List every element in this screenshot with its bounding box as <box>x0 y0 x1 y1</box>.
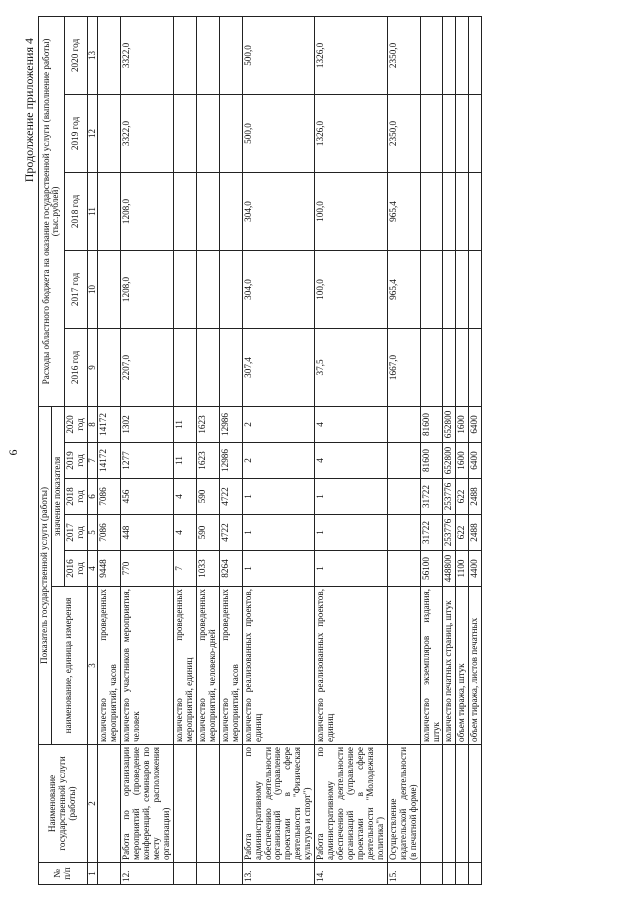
row-value: 4722 <box>219 515 242 551</box>
row-expense <box>174 94 197 172</box>
row-value: 253776 <box>443 515 456 551</box>
row-value: 81600 <box>420 443 443 479</box>
row-value: 2488 <box>469 479 482 515</box>
table-row <box>196 16 219 884</box>
row-expense <box>469 16 482 94</box>
row-expense <box>456 172 469 250</box>
row-expense: 500,0 <box>242 94 315 172</box>
row-service <box>174 745 197 863</box>
row-expense <box>420 250 443 328</box>
row-value: 4722 <box>219 479 242 515</box>
row-number <box>420 863 443 885</box>
row-value: 253776 <box>443 479 456 515</box>
row-expense <box>443 328 456 406</box>
row-expense <box>98 250 121 328</box>
row-expense <box>456 250 469 328</box>
page-number: 6 <box>6 449 20 456</box>
row-service <box>443 745 456 863</box>
row-service <box>219 745 242 863</box>
row-expense <box>219 172 242 250</box>
row-unit: количество реализованных проектов, единиц <box>315 587 388 745</box>
row-expense <box>219 328 242 406</box>
column-index: 13 <box>87 16 98 94</box>
row-value: 4 <box>315 443 388 479</box>
row-value: 652800 <box>443 406 456 442</box>
row-value: 7086 <box>98 479 121 515</box>
table-row <box>443 16 456 884</box>
row-value: 56100 <box>420 551 443 587</box>
row-unit: количество проведенных мероприятий, часов <box>219 587 242 745</box>
row-expense: 100,0 <box>315 250 388 328</box>
row-unit: количество печатных страниц, штук <box>443 587 456 745</box>
row-value: 6400 <box>469 443 482 479</box>
header-expense-year: 2018 год <box>64 172 87 250</box>
row-number <box>456 863 469 885</box>
row-expense: 965,4 <box>387 250 420 328</box>
row-value: 2 <box>242 406 315 442</box>
row-value: 456 <box>121 479 174 515</box>
row-value: 7 <box>174 551 197 587</box>
row-expense <box>469 172 482 250</box>
row-expense <box>98 94 121 172</box>
row-value: 4 <box>315 406 388 442</box>
row-expense <box>456 328 469 406</box>
column-index: 5 <box>87 515 98 551</box>
header-index-row <box>87 16 98 884</box>
table-row <box>315 16 388 884</box>
table-row <box>174 16 197 884</box>
row-value <box>387 479 420 515</box>
header-indicator: Показатель государственной услуги (работы) <box>39 406 52 744</box>
row-expense: 1326,0 <box>315 94 388 172</box>
appendix-label: Продолжение приложения 4 <box>22 38 36 183</box>
row-unit <box>387 587 420 745</box>
row-value: 1600 <box>456 443 469 479</box>
row-value: 4 <box>174 479 197 515</box>
row-value: 31722 <box>420 479 443 515</box>
row-value: 4 <box>174 515 197 551</box>
column-index: 11 <box>87 172 98 250</box>
row-expense <box>219 250 242 328</box>
row-value: 4400 <box>469 551 482 587</box>
row-expense: 2207,0 <box>121 328 174 406</box>
row-value: 590 <box>196 479 219 515</box>
table-body <box>98 16 482 884</box>
row-expense: 2350,0 <box>387 94 420 172</box>
row-value: 770 <box>121 551 174 587</box>
row-unit: количество экземпляров издания, штук <box>420 587 443 745</box>
row-value: 9448 <box>98 551 121 587</box>
row-expense <box>420 172 443 250</box>
column-index: 9 <box>87 328 98 406</box>
header-value: значение показателя <box>51 406 64 586</box>
row-number: 15. <box>387 863 420 885</box>
row-value: 1 <box>242 551 315 587</box>
row-value: 622 <box>456 515 469 551</box>
row-expense: 500,0 <box>242 16 315 94</box>
row-value: 1 <box>315 551 388 587</box>
row-value: 1600 <box>456 406 469 442</box>
row-expense <box>469 328 482 406</box>
row-value: 1 <box>242 515 315 551</box>
row-value: 12986 <box>219 443 242 479</box>
row-value <box>387 551 420 587</box>
row-value: 1100 <box>456 551 469 587</box>
row-expense <box>420 16 443 94</box>
row-value: 2 <box>242 443 315 479</box>
row-number: 13. <box>242 863 315 885</box>
row-value: 14172 <box>98 443 121 479</box>
row-expense <box>456 94 469 172</box>
header-value-year: 2019 год <box>64 443 87 479</box>
row-expense <box>443 250 456 328</box>
row-expense: 307,4 <box>242 328 315 406</box>
column-index: 7 <box>87 443 98 479</box>
row-number <box>219 863 242 885</box>
row-expense <box>196 16 219 94</box>
row-value: 8264 <box>219 551 242 587</box>
column-index: 6 <box>87 479 98 515</box>
row-value: 1 <box>242 479 315 515</box>
column-index: 10 <box>87 250 98 328</box>
row-unit: количество реализованных проектов, единиц <box>242 587 315 745</box>
row-unit: количество проведенных мероприятий, человеко-дней <box>196 587 219 745</box>
row-value: 1302 <box>121 406 174 442</box>
row-expense: 3322,0 <box>121 94 174 172</box>
column-index: 3 <box>87 587 98 745</box>
row-service <box>469 745 482 863</box>
table-row <box>219 16 242 884</box>
row-expense <box>174 250 197 328</box>
row-expense: 1326,0 <box>315 16 388 94</box>
row-value: 1033 <box>196 551 219 587</box>
row-value: 31722 <box>420 515 443 551</box>
row-expense <box>420 328 443 406</box>
header-value-year: 2020 год <box>64 406 87 442</box>
row-value: 11 <box>174 443 197 479</box>
row-unit: объем тиража, листов печатных <box>469 587 482 745</box>
row-service <box>196 745 219 863</box>
row-expense: 1208,0 <box>121 250 174 328</box>
row-expense <box>456 16 469 94</box>
row-value: 622 <box>456 479 469 515</box>
row-value: 448800 <box>443 551 456 587</box>
row-expense <box>443 16 456 94</box>
row-value: 2488 <box>469 515 482 551</box>
row-value: 6400 <box>469 406 482 442</box>
row-value: 1623 <box>196 443 219 479</box>
row-value: 81600 <box>420 406 443 442</box>
row-value: 1 <box>315 479 388 515</box>
row-expense <box>219 94 242 172</box>
header-value-year: 2017 год <box>64 515 87 551</box>
row-expense <box>443 172 456 250</box>
row-expense <box>420 94 443 172</box>
table-row <box>98 16 121 884</box>
row-value: 14172 <box>98 406 121 442</box>
header-unit: наименование, единица измерения <box>51 587 87 745</box>
table-row <box>420 16 443 884</box>
row-expense: 100,0 <box>315 172 388 250</box>
row-expense: 3322,0 <box>121 16 174 94</box>
table-row <box>469 16 482 884</box>
row-number: 14. <box>315 863 388 885</box>
header-num: № п/п <box>39 863 88 885</box>
header-value-year: 2018 год <box>64 479 87 515</box>
services-table <box>38 16 482 885</box>
row-value: 7086 <box>98 515 121 551</box>
row-value <box>387 443 420 479</box>
row-service <box>98 745 121 863</box>
row-expense: 2350,0 <box>387 16 420 94</box>
row-expense <box>174 16 197 94</box>
row-value: 1623 <box>196 406 219 442</box>
row-expense <box>98 172 121 250</box>
row-value: 590 <box>196 515 219 551</box>
row-expense: 37,5 <box>315 328 388 406</box>
row-value <box>387 515 420 551</box>
row-service: Работа по организации мероприятий (проведение конференций, семинаров по месту расположения организации) <box>121 745 174 863</box>
row-expense: 304,0 <box>242 250 315 328</box>
row-expense: 304,0 <box>242 172 315 250</box>
header-expense-year: 2019 год <box>64 94 87 172</box>
header-expense: Расходы областного бюджета на оказание государственной услуги (выполнение работы) (тыс.рублей) <box>39 16 65 406</box>
row-expense <box>219 16 242 94</box>
column-index: 1 <box>87 863 98 885</box>
row-unit: количество участников мероприятия, человек <box>121 587 174 745</box>
row-value: 652800 <box>443 443 456 479</box>
table-row <box>121 16 174 884</box>
row-expense <box>98 328 121 406</box>
column-index: 8 <box>87 406 98 442</box>
row-expense <box>196 328 219 406</box>
row-value <box>387 406 420 442</box>
row-expense: 965,4 <box>387 172 420 250</box>
row-number <box>469 863 482 885</box>
row-number <box>174 863 197 885</box>
row-expense <box>98 16 121 94</box>
table-row <box>456 16 469 884</box>
row-number <box>443 863 456 885</box>
row-value: 1 <box>315 515 388 551</box>
row-expense: 1208,0 <box>121 172 174 250</box>
row-expense <box>196 250 219 328</box>
header-expense-year: 2017 год <box>64 250 87 328</box>
row-expense <box>443 94 456 172</box>
row-service: Работа по административному обеспечению деятельности организаций (управление проектами в сфере деятельности "Физическая культура и спорт") <box>242 745 315 863</box>
row-value: 1277 <box>121 443 174 479</box>
row-service: Работа по административному обеспечению деятельности организаций (управление проектами в сфере деятельности "Молодежная политика") <box>315 745 388 863</box>
column-index: 4 <box>87 551 98 587</box>
header-value-year: 2016 год <box>64 551 87 587</box>
row-value: 448 <box>121 515 174 551</box>
row-expense <box>196 94 219 172</box>
row-unit: объем тиража, штук <box>456 587 469 745</box>
row-expense <box>174 328 197 406</box>
row-expense <box>174 172 197 250</box>
row-value: 12986 <box>219 406 242 442</box>
row-service <box>456 745 469 863</box>
header-service: Наименование государственной услуги (работы) <box>39 745 88 863</box>
column-index: 12 <box>87 94 98 172</box>
header-row-1 <box>39 16 52 884</box>
row-number <box>196 863 219 885</box>
header-expense-year: 2020 год <box>64 16 87 94</box>
row-expense <box>469 94 482 172</box>
row-number <box>98 863 121 885</box>
row-service <box>420 745 443 863</box>
row-number: 12. <box>121 863 174 885</box>
row-expense <box>196 172 219 250</box>
row-unit: количество проведенных мероприятий, единиц <box>174 587 197 745</box>
row-unit: количество проведенных мероприятий, часов <box>98 587 121 745</box>
row-expense: 1667,0 <box>387 328 420 406</box>
table-row <box>387 16 420 884</box>
row-service: Осуществление издательской деятельности (в печатной форме) <box>387 745 420 863</box>
header-expense-year: 2016 год <box>64 328 87 406</box>
column-index: 2 <box>87 745 98 863</box>
table-row <box>242 16 315 884</box>
row-expense <box>469 250 482 328</box>
row-value: 11 <box>174 406 197 442</box>
